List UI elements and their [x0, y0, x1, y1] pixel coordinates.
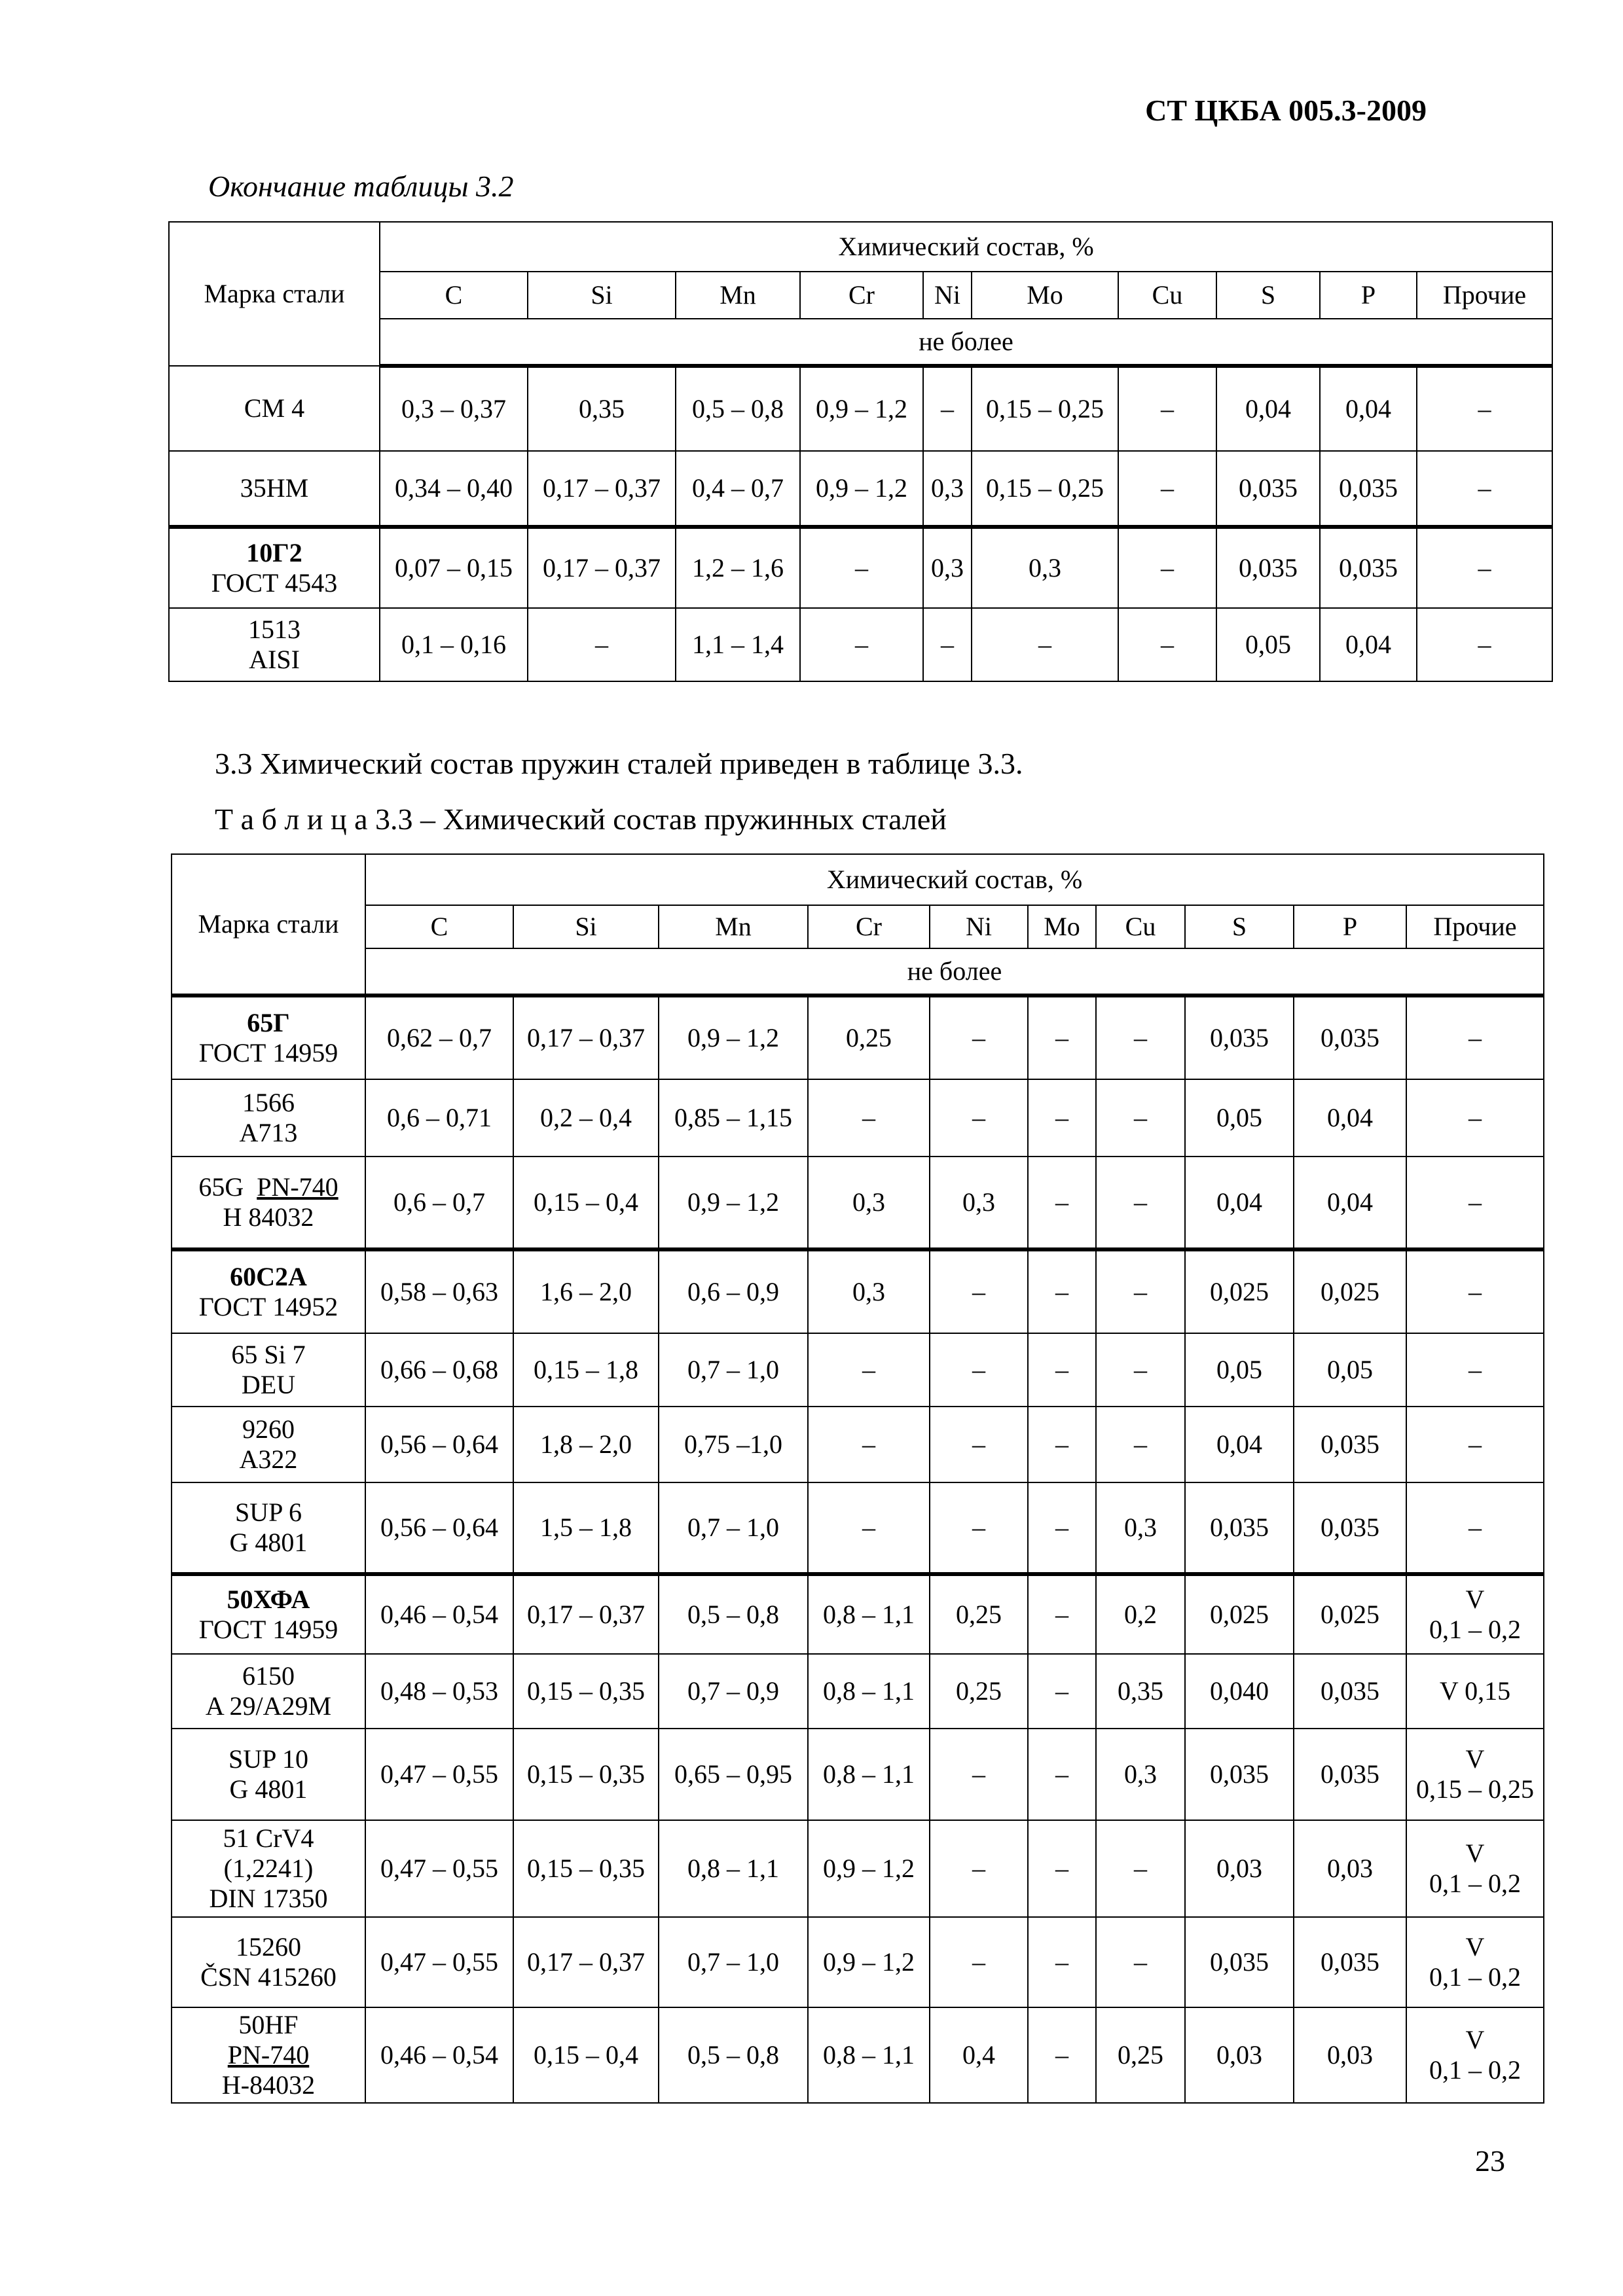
value-cell: 0,9 – 1,2 [659, 1157, 808, 1249]
grade-name: 60С2А [230, 1262, 307, 1291]
table-row [172, 1079, 1544, 1157]
value-cell: 0,035 [1294, 996, 1406, 1079]
grade-cell [172, 1407, 365, 1482]
value-cell: 0,5 – 0,8 [659, 1574, 808, 1654]
value-cell: – [1096, 1333, 1185, 1407]
grade-header: Марка стали [169, 222, 380, 366]
table-row [172, 1407, 1544, 1482]
value-cell: 0,15 – 0,4 [513, 2007, 659, 2103]
value-cell: – [1406, 1482, 1544, 1574]
grade-standard: ГОСТ 4543 [211, 568, 338, 598]
value-cell: 0,4 – 0,7 [676, 451, 800, 527]
value-cell: 0,15 – 0,35 [513, 1729, 659, 1820]
element-header: C [365, 905, 513, 948]
value-cell: – [1028, 1820, 1096, 1917]
table-row [172, 1917, 1544, 2007]
grade-standard-top: PN-740 [227, 2040, 310, 2070]
value-cell: 0,15 – 0,35 [513, 1654, 659, 1729]
element-header: Cr [808, 905, 930, 948]
table-caption: Т а б л и ц а 3.3 – Химический состав пружинных сталей [215, 802, 947, 836]
value-cell: 0,7 – 1,0 [659, 1333, 808, 1407]
value-cell: 0,03 [1294, 1820, 1406, 1917]
value-cell: – [1096, 1917, 1185, 2007]
value-cell: 0,35 [528, 366, 676, 451]
grade-name: 65 Si 7 [231, 1340, 306, 1369]
composition-header: Химический состав, % [365, 854, 1544, 905]
value-cell: – [808, 1407, 930, 1482]
grade-standard: AISI [249, 645, 300, 674]
value-cell: 0,46 – 0,54 [365, 1574, 513, 1654]
value-cell: 0,05 [1294, 1333, 1406, 1407]
element-header: C [380, 272, 528, 319]
grade-standard: DEU [241, 1370, 296, 1399]
grade-standard: A322 [239, 1444, 298, 1474]
value-cell: 0,035 [1185, 996, 1294, 1079]
grade-name: SUP 10 [228, 1744, 308, 1774]
value-cell: – [1417, 608, 1552, 681]
grade-name-text: 65G [198, 1172, 244, 1202]
grade-name: 50HF [238, 2010, 299, 2039]
value-cell: 1,8 – 2,0 [513, 1407, 659, 1482]
element-header: Cu [1118, 272, 1216, 319]
element-header: Ni [930, 905, 1028, 948]
value-cell: – [808, 1079, 930, 1157]
composition-table-3-3 [171, 853, 1544, 2104]
value-cell: – [930, 1407, 1028, 1482]
value-cell: 0,6 – 0,7 [365, 1157, 513, 1249]
value-cell: 0,035 [1216, 527, 1320, 608]
value-cell: – [930, 1079, 1028, 1157]
value-cell: 0,9 – 1,2 [800, 366, 923, 451]
value-cell: 0,03 [1185, 1820, 1294, 1917]
value-cell: 0,7 – 1,0 [659, 1482, 808, 1574]
value-cell [1406, 1654, 1544, 1729]
value-cell: – [1417, 366, 1552, 451]
value-cell: 0,035 [1216, 451, 1320, 527]
grade-cell [172, 2007, 365, 2103]
value-cell: – [1028, 1654, 1096, 1729]
grade-standard: DIN 17350 [209, 1884, 328, 1913]
grade-name: 1513 [248, 615, 301, 644]
other-value: 0,15 – 0,25 [1416, 1774, 1534, 1804]
table-row [169, 608, 1552, 681]
value-cell: 0,040 [1185, 1654, 1294, 1729]
grade-name: 6150 [242, 1661, 295, 1691]
value-cell: 0,66 – 0,68 [365, 1333, 513, 1407]
value-cell: 0,8 – 1,1 [808, 1729, 930, 1820]
value-cell: – [1028, 1729, 1096, 1820]
value-cell: – [800, 608, 923, 681]
value-cell: 0,3 [808, 1157, 930, 1249]
value-cell: 0,46 – 0,54 [365, 2007, 513, 2103]
value-cell: – [1028, 1917, 1096, 2007]
value-cell [1406, 2007, 1544, 2103]
value-cell: 0,035 [1185, 1917, 1294, 2007]
value-cell: 0,035 [1320, 451, 1417, 527]
grade-cell [169, 527, 380, 608]
value-cell: 0,9 – 1,2 [800, 451, 923, 527]
grade-cell [172, 1820, 365, 1917]
value-cell: – [1096, 996, 1185, 1079]
value-cell: 0,6 – 0,9 [659, 1249, 808, 1333]
grade-name: 51 CrV4 [223, 1823, 314, 1853]
value-cell: 0,7 – 0,9 [659, 1654, 808, 1729]
value-cell: 0,56 – 0,64 [365, 1407, 513, 1482]
grade-cell [172, 1482, 365, 1574]
value-cell: 0,17 – 0,37 [513, 996, 659, 1079]
value-cell: 0,47 – 0,55 [365, 1820, 513, 1917]
value-cell: 1,5 – 1,8 [513, 1482, 659, 1574]
value-cell: 0,05 [1216, 608, 1320, 681]
table-row [172, 1482, 1544, 1574]
grade-standard: A713 [239, 1118, 298, 1147]
value-cell: – [1028, 1157, 1096, 1249]
value-cell: – [1406, 1333, 1544, 1407]
grade-name: 50ХФА [227, 1585, 310, 1614]
table-row [169, 366, 1552, 451]
element-header: S [1185, 905, 1294, 948]
section-paragraph: 3.3 Химический состав пружин сталей приведен в таблице 3.3. [215, 747, 1023, 780]
value-cell: 0,05 [1185, 1079, 1294, 1157]
value-cell: 0,25 [1096, 2007, 1185, 2103]
value-cell: 0,3 [1096, 1482, 1185, 1574]
value-cell: 0,03 [1185, 2007, 1294, 2103]
value-cell: 0,65 – 0,95 [659, 1729, 808, 1820]
value-cell: – [808, 1482, 930, 1574]
value-cell: – [1028, 1333, 1096, 1407]
page-number: 23 [1475, 2144, 1505, 2178]
other-value: 0,1 – 0,2 [1429, 2055, 1521, 2085]
value-cell: 0,25 [930, 1654, 1028, 1729]
value-cell: 0,3 [808, 1249, 930, 1333]
table-row [169, 451, 1552, 527]
value-cell: – [1096, 1157, 1185, 1249]
value-cell: 0,62 – 0,7 [365, 996, 513, 1079]
value-cell: – [1096, 1820, 1185, 1917]
composition-header: Химический состав, % [380, 222, 1552, 272]
grade-standard: ГОСТ 14952 [198, 1292, 338, 1321]
value-cell: – [1028, 1249, 1096, 1333]
table-row [172, 2007, 1544, 2103]
value-cell: 0,25 [808, 996, 930, 1079]
value-cell: 0,8 – 1,1 [808, 1654, 930, 1729]
element-header: Прочие [1417, 272, 1552, 319]
value-cell: – [930, 996, 1028, 1079]
grade-standard: G 4801 [229, 1774, 308, 1804]
table-row [172, 996, 1544, 1079]
grade-standard: ČSN 415260 [200, 1962, 337, 1992]
value-cell: 0,035 [1294, 1482, 1406, 1574]
grade-name: 15260 [236, 1932, 301, 1962]
value-cell: – [1417, 527, 1552, 608]
value-cell: – [930, 1729, 1028, 1820]
value-cell [1406, 1820, 1544, 1917]
value-cell: 0,04 [1320, 366, 1417, 451]
grade-cell [172, 1333, 365, 1407]
value-cell: – [808, 1333, 930, 1407]
other-value: 0,1 – 0,2 [1429, 1962, 1521, 1992]
document-code: СТ ЦКБА 005.3-2009 [1145, 94, 1427, 127]
value-cell: 0,04 [1320, 608, 1417, 681]
value-cell: – [930, 1917, 1028, 2007]
value-cell: 0,15 – 0,4 [513, 1157, 659, 1249]
value-cell: 0,5 – 0,8 [676, 366, 800, 451]
table-row [172, 1249, 1544, 1333]
other-element: V [1465, 1744, 1485, 1774]
value-cell: 0,58 – 0,63 [365, 1249, 513, 1333]
value-cell: 0,17 – 0,37 [528, 527, 676, 608]
limit-header: не более [380, 319, 1552, 366]
value-cell: 0,3 [1096, 1729, 1185, 1820]
grade-standard: G 4801 [229, 1528, 308, 1557]
value-cell: 0,3 [923, 527, 972, 608]
value-cell: 0,48 – 0,53 [365, 1654, 513, 1729]
table-row [172, 1333, 1544, 1407]
value-cell: – [930, 1333, 1028, 1407]
grade-standard-top: PN-740 [257, 1172, 338, 1202]
value-cell: 0,04 [1294, 1079, 1406, 1157]
grade-name: 10Г2 [246, 538, 302, 567]
value-cell: – [923, 608, 972, 681]
value-cell: 0,035 [1294, 1654, 1406, 1729]
value-cell: – [930, 1249, 1028, 1333]
value-cell: 1,1 – 1,4 [676, 608, 800, 681]
value-cell: 1,6 – 2,0 [513, 1249, 659, 1333]
grade-name [175, 1172, 362, 1202]
element-header: Mo [1028, 905, 1096, 948]
value-cell: – [1118, 451, 1216, 527]
value-cell: 0,07 – 0,15 [380, 527, 528, 608]
grade-name: SUP 6 [235, 1498, 302, 1527]
value-cell: – [1028, 1079, 1096, 1157]
grade-name: 9260 [242, 1414, 295, 1444]
value-cell: 0,17 – 0,37 [528, 451, 676, 527]
grade-cell [172, 1249, 365, 1333]
grade-header: Марка стали [172, 854, 365, 996]
table-continuation-caption: Окончание таблицы 3.2 [208, 170, 514, 203]
value-cell [1406, 1729, 1544, 1820]
element-header: Mo [972, 272, 1118, 319]
element-header: Mn [659, 905, 808, 948]
value-cell: 0,2 [1096, 1574, 1185, 1654]
value-cell [1406, 1917, 1544, 2007]
grade-cell [172, 996, 365, 1079]
value-cell: 0,8 – 1,1 [808, 1574, 930, 1654]
value-cell: 0,03 [1294, 2007, 1406, 2103]
value-cell: 1,2 – 1,6 [676, 527, 800, 608]
value-cell: – [930, 1820, 1028, 1917]
value-cell: 0,7 – 1,0 [659, 1917, 808, 2007]
table-row [172, 1574, 1544, 1654]
element-header: S [1216, 272, 1320, 319]
value-cell: 0,025 [1185, 1249, 1294, 1333]
value-cell: 0,4 [930, 2007, 1028, 2103]
grade-standard: ГОСТ 14959 [198, 1038, 338, 1067]
value-cell: – [1406, 996, 1544, 1079]
grade-cell [172, 1729, 365, 1820]
value-cell: – [1028, 1407, 1096, 1482]
element-header: Si [528, 272, 676, 319]
value-cell: – [528, 608, 676, 681]
value-cell: 0,025 [1185, 1574, 1294, 1654]
table-row [172, 1654, 1544, 1729]
grade-cell [169, 608, 380, 681]
value-cell: 0,47 – 0,55 [365, 1729, 513, 1820]
value-cell: 0,035 [1320, 527, 1417, 608]
element-header: P [1294, 905, 1406, 948]
grade-cell [172, 1574, 365, 1654]
value-cell: 0,035 [1185, 1482, 1294, 1574]
value-cell: – [800, 527, 923, 608]
grade-cell: СМ 4 [169, 366, 380, 451]
table-row [169, 527, 1552, 608]
value-cell: – [1118, 608, 1216, 681]
value-cell: 0,04 [1185, 1407, 1294, 1482]
value-cell: 0,025 [1294, 1574, 1406, 1654]
value-cell: – [1028, 1574, 1096, 1654]
element-header: Si [513, 905, 659, 948]
grade-standard: H-84032 [221, 2070, 316, 2100]
value-cell: – [1417, 451, 1552, 527]
value-cell: 0,025 [1294, 1249, 1406, 1333]
value-cell: 0,035 [1294, 1917, 1406, 2007]
grade-cell [172, 1654, 365, 1729]
grade-cell [172, 1079, 365, 1157]
value-cell: 0,035 [1185, 1729, 1294, 1820]
value-cell: 0,8 – 1,1 [808, 2007, 930, 2103]
grade-cell [172, 1157, 365, 1249]
value-cell: 0,75 –1,0 [659, 1407, 808, 1482]
element-header: Cu [1096, 905, 1185, 948]
value-cell: 0,1 – 0,16 [380, 608, 528, 681]
value-cell: 0,17 – 0,37 [513, 1574, 659, 1654]
value-cell: 0,04 [1216, 366, 1320, 451]
value-cell: – [972, 608, 1118, 681]
value-cell: 0,9 – 1,2 [659, 996, 808, 1079]
element-header: P [1320, 272, 1417, 319]
grade-standard-top: (1,2241) [223, 1854, 314, 1883]
value-cell: 0,3 [972, 527, 1118, 608]
value-cell: 0,15 – 1,8 [513, 1333, 659, 1407]
value-cell: 0,6 – 0,71 [365, 1079, 513, 1157]
table-row [172, 1820, 1544, 1917]
value-cell: 0,15 – 0,25 [972, 451, 1118, 527]
other-element: V [1465, 1585, 1485, 1614]
other-value: 0,1 – 0,2 [1429, 1615, 1521, 1644]
grade-cell [172, 1917, 365, 2007]
value-cell: 0,035 [1294, 1407, 1406, 1482]
grade-standard: A 29/A29M [205, 1691, 332, 1721]
value-cell: 0,035 [1294, 1729, 1406, 1820]
value-cell: 0,3 – 0,37 [380, 366, 528, 451]
other-value: V 0,15 [1439, 1676, 1511, 1706]
grade-cell: 35НМ [169, 451, 380, 527]
value-cell: 0,17 – 0,37 [513, 1917, 659, 2007]
table-row [172, 1729, 1544, 1820]
element-header: Ni [923, 272, 972, 319]
other-element: V [1465, 2025, 1485, 2054]
value-cell: 0,56 – 0,64 [365, 1482, 513, 1574]
value-cell: 0,5 – 0,8 [659, 2007, 808, 2103]
grade-standard: ГОСТ 14959 [198, 1615, 338, 1644]
value-cell: 0,9 – 1,2 [808, 1917, 930, 2007]
value-cell: – [1406, 1157, 1544, 1249]
value-cell: – [1118, 527, 1216, 608]
value-cell: 0,47 – 0,55 [365, 1917, 513, 2007]
value-cell: – [1096, 1407, 1185, 1482]
value-cell: 0,15 – 0,35 [513, 1820, 659, 1917]
other-value: 0,1 – 0,2 [1429, 1869, 1521, 1898]
value-cell: 0,25 [930, 1574, 1028, 1654]
value-cell: 0,04 [1294, 1157, 1406, 1249]
value-cell [1406, 1574, 1544, 1654]
value-cell: 0,35 [1096, 1654, 1185, 1729]
grade-standard: H 84032 [223, 1202, 314, 1232]
value-cell: 0,2 – 0,4 [513, 1079, 659, 1157]
table-row [172, 1157, 1544, 1249]
value-cell: – [1406, 1249, 1544, 1333]
value-cell: 0,9 – 1,2 [808, 1820, 930, 1917]
value-cell: 0,3 [923, 451, 972, 527]
value-cell: 0,85 – 1,15 [659, 1079, 808, 1157]
element-header: Mn [676, 272, 800, 319]
value-cell: – [1028, 996, 1096, 1079]
value-cell: – [1096, 1249, 1185, 1333]
value-cell: – [930, 1482, 1028, 1574]
value-cell: 0,34 – 0,40 [380, 451, 528, 527]
element-header: Cr [800, 272, 923, 319]
value-cell: 0,15 – 0,25 [972, 366, 1118, 451]
composition-table-3-2 [168, 221, 1553, 682]
other-element: V [1465, 1932, 1485, 1962]
value-cell: – [923, 366, 972, 451]
value-cell: 0,04 [1185, 1157, 1294, 1249]
value-cell: – [1028, 1482, 1096, 1574]
limit-header: не более [365, 948, 1544, 996]
grade-name: 65Г [247, 1008, 290, 1037]
element-header: Прочие [1406, 905, 1544, 948]
value-cell: – [1406, 1079, 1544, 1157]
value-cell: – [1406, 1407, 1544, 1482]
value-cell: 0,8 – 1,1 [659, 1820, 808, 1917]
value-cell: – [1118, 366, 1216, 451]
grade-name: 1566 [242, 1088, 295, 1117]
value-cell: 0,3 [930, 1157, 1028, 1249]
value-cell: – [1028, 2007, 1096, 2103]
value-cell: – [1096, 1079, 1185, 1157]
value-cell: 0,05 [1185, 1333, 1294, 1407]
other-element: V [1465, 1839, 1485, 1868]
